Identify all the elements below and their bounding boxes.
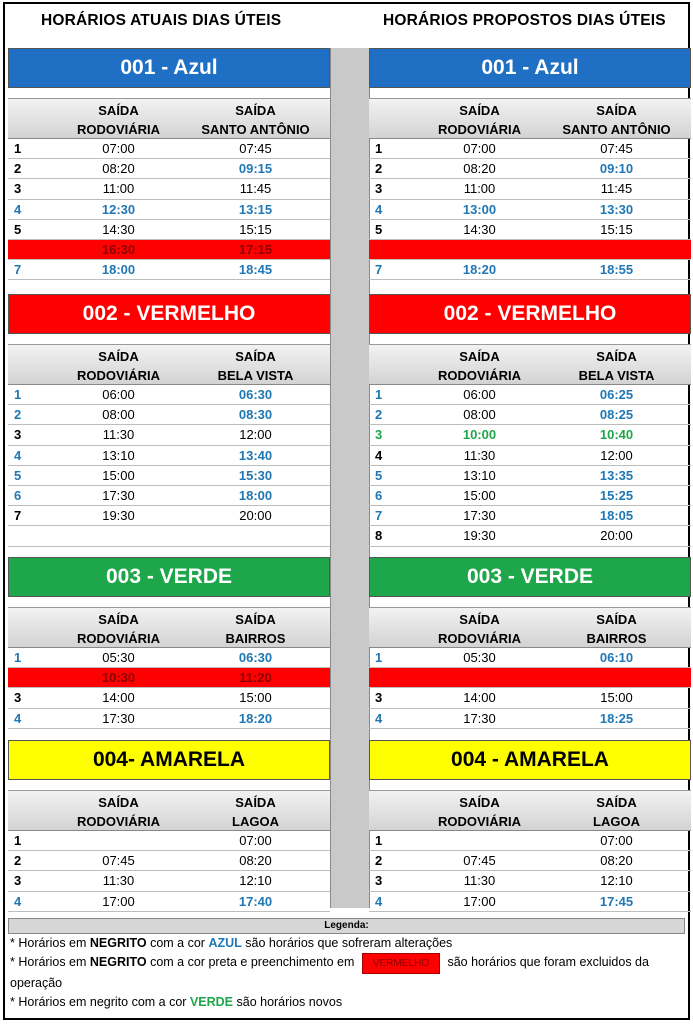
table-header [8,344,330,385]
table-row [369,240,691,260]
departure-destination: 07:45 [239,141,272,157]
trip-number: 6 [375,488,383,504]
departure-destination: 11:20 [239,670,272,686]
table-row [8,405,330,425]
departure-rodoviaria: 17:30 [102,488,135,504]
departure-rodoviaria: 07:45 [463,853,496,869]
column-header: SAÍDA LAGOA [593,795,640,829]
trip-number: 8 [375,528,383,544]
table-row [369,688,691,708]
line-banner: 001 - Azul [8,48,330,88]
table-row [8,179,330,199]
departure-destination: 06:30 [238,387,273,403]
right-azul-line-section [369,48,691,280]
trip-number: 4 [375,447,383,463]
table-header [8,98,330,139]
departure-destination: 08:20 [600,853,633,869]
departure-rodoviaria: 08:00 [463,407,496,423]
table-row [8,668,330,688]
departure-destination: 11:45 [239,181,272,197]
departure-destination: 18:20 [238,710,273,726]
column-header: SAÍDA SANTO ANTÔNIO [562,103,671,137]
line-banner: 001 - Azul [369,48,691,88]
column-header: SAÍDA RODOVIÁRIA [76,795,161,829]
trip-number: 4 [14,893,22,909]
table-row [369,526,691,546]
column-header: SAÍDA RODOVIÁRIA [76,103,161,137]
column-header: SAÍDA SANTO ANTÔNIO [201,103,310,137]
column-header: SAÍDA RODOVIÁRIA [437,612,522,646]
departure-rodoviaria: 13:10 [102,447,135,463]
departure-destination: 20:00 [600,528,633,544]
trip-number: 4 [14,201,22,217]
departure-rodoviaria: 08:00 [102,407,135,423]
trip-number: 2 [14,407,22,423]
table-row [8,260,330,280]
departure-rodoviaria: 17:30 [102,710,135,726]
departure-rodoviaria: 05:30 [102,650,135,666]
departure-destination: 07:00 [600,833,633,849]
table-row [369,831,691,851]
table-row [8,139,330,159]
trip-number: 2 [14,161,22,177]
trip-number: 3 [14,181,22,197]
departure-destination: 17:15 [238,242,273,258]
table-row [8,425,330,445]
departure-rodoviaria: 14:00 [102,690,135,706]
departure-destination: 15:25 [599,488,634,504]
column-header: SAÍDA BAIRROS [225,612,286,646]
trip-number: 3 [14,873,22,889]
departure-rodoviaria: 10:00 [462,427,497,443]
trip-number: 5 [375,221,383,237]
departure-destination: 17:45 [599,893,634,909]
departure-destination: 13:40 [238,447,273,463]
departure-destination: 13:15 [238,201,273,217]
departure-destination: 06:25 [599,387,634,403]
departure-destination: 11:45 [600,181,633,197]
departure-destination: 15:15 [239,221,272,237]
departure-rodoviaria: 10:30 [101,670,136,686]
column-header: SAÍDA LAGOA [232,795,279,829]
trip-number: 3 [375,181,383,197]
table-row [8,648,330,668]
trip-number: 4 [14,447,22,463]
departure-destination: 12:10 [239,873,272,889]
table-row [369,871,691,891]
trip-number: 5 [375,467,383,483]
departure-rodoviaria: 07:00 [463,141,496,157]
table-row [369,179,691,199]
table-header [8,790,330,831]
legend-line-red: * Horários em NEGRITO com a cor preta e preenchimento em VERMELHO são horários que foram excluidos da operação [10,955,649,990]
departure-destination: 08:25 [599,407,634,423]
trip-number: 3 [375,873,383,889]
table-row [369,851,691,871]
departure-destination: 18:05 [599,508,634,524]
left-amarela-line-section [8,740,330,912]
right-amarela-line-section [369,740,691,912]
departure-rodoviaria: 11:30 [102,873,135,889]
table-row [8,446,330,466]
trip-number: 1 [14,650,22,666]
table-row [369,486,691,506]
table-row [8,385,330,405]
trip-number: 5 [14,221,22,237]
departure-destination: 09:10 [599,161,634,177]
departure-destination: 15:00 [239,690,272,706]
departure-destination: 06:10 [599,650,634,666]
departure-destination: 10:40 [599,427,634,443]
current-schedule-title: HORÁRIOS ATUAIS DIAS ÚTEIS [41,12,282,29]
departure-destination: 15:30 [238,467,273,483]
table-row [369,139,691,159]
schedule-page [3,2,690,1020]
table-row [8,871,330,891]
departure-rodoviaria: 08:20 [463,161,496,177]
departure-rodoviaria: 12:30 [101,201,136,217]
column-header: SAÍDA RODOVIÁRIA [437,103,522,137]
column-header: SAÍDA BAIRROS [586,612,647,646]
departure-rodoviaria: 11:30 [463,447,496,463]
line-banner: 003 - VERDE [8,557,330,597]
table-row [369,200,691,220]
left-vermelho-line-section [8,294,330,547]
trip-number: 7 [14,262,22,278]
trip-number: 4 [375,710,383,726]
departure-rodoviaria: 17:00 [463,893,496,909]
departure-rodoviaria: 14:30 [102,221,135,237]
legend-line-green: * Horários em negrito com a cor VERDE são horários novos [10,995,343,1009]
trip-number: 3 [14,690,22,706]
trip-number: 3 [375,690,383,706]
trip-number: 4 [375,893,383,909]
trip-number: 1 [375,650,383,666]
departure-rodoviaria: 17:30 [463,710,496,726]
table-row [369,709,691,729]
departure-destination: 15:15 [600,221,633,237]
departure-destination: 13:30 [599,201,634,217]
departure-destination: 12:10 [600,873,633,889]
table-row [369,425,691,445]
departure-destination: 13:35 [599,467,634,483]
left-verde-line-section [8,557,330,729]
table-row [8,892,330,912]
departure-destination: 06:30 [238,650,273,666]
table-header [8,607,330,648]
trip-number: 2 [375,407,383,423]
departure-destination: 07:00 [239,833,272,849]
column-header: SAÍDA RODOVIÁRIA [437,795,522,829]
departure-destination: 07:45 [600,141,633,157]
red-swatch: VERMELHO [362,953,440,974]
table-row [8,240,330,260]
line-banner: 003 - VERDE [369,557,691,597]
departure-rodoviaria: 11:30 [463,873,496,889]
departure-rodoviaria: 05:30 [463,650,496,666]
departure-rodoviaria: 11:00 [463,181,496,197]
right-vermelho-line-section [369,294,691,547]
line-banner: 002 - VERMELHO [8,294,330,334]
departure-rodoviaria: 06:00 [463,387,496,403]
departure-rodoviaria: 19:30 [463,528,496,544]
departure-rodoviaria: 18:00 [101,262,136,278]
table-header [369,790,691,831]
departure-destination: 20:00 [239,508,272,524]
table-row [8,526,330,546]
departure-rodoviaria: 19:30 [102,508,135,524]
departure-rodoviaria: 17:30 [463,508,496,524]
table-row [8,466,330,486]
trip-number: 4 [14,710,22,726]
departure-destination: 18:25 [599,710,634,726]
trip-number: 1 [375,387,383,403]
legend-title: Legenda: [8,918,685,934]
table-row [8,200,330,220]
departure-rodoviaria: 15:00 [102,467,135,483]
table-header [369,607,691,648]
table-row [369,466,691,486]
legend [8,918,685,1012]
trip-number: 1 [375,141,383,157]
trip-number: 1 [14,141,22,157]
table-row [369,648,691,668]
table-row [369,668,691,688]
table-row [369,405,691,425]
departure-rodoviaria: 13:10 [463,467,496,483]
table-row [369,220,691,240]
departure-destination: 08:30 [238,407,273,423]
table-row [8,831,330,851]
departure-destination: 08:20 [239,853,272,869]
legend-line-blue: * Horários em NEGRITO com a cor AZUL são horários que sofreram alterações [10,936,453,950]
table-row [8,486,330,506]
table-row [8,851,330,871]
trip-number: 6 [14,488,22,504]
column-header: SAÍDA RODOVIÁRIA [76,612,161,646]
table-header [369,98,691,139]
trip-number: 2 [14,853,22,869]
column-header: SAÍDA BELA VISTA [217,349,294,383]
departure-destination: 15:00 [600,690,633,706]
table-row [369,506,691,526]
trip-number: 7 [375,262,383,278]
departure-destination: 17:40 [238,893,273,909]
trip-number: 3 [375,427,383,443]
column-divider [330,48,370,908]
departure-rodoviaria: 14:00 [463,690,496,706]
departure-rodoviaria: 14:30 [463,221,496,237]
departure-rodoviaria: 17:00 [102,893,135,909]
trip-number: 7 [14,508,22,524]
trip-number: 7 [375,508,383,524]
table-row [369,159,691,179]
departure-rodoviaria: 16:30 [101,242,136,258]
departure-destination: 09:15 [238,161,273,177]
table-row [369,446,691,466]
trip-number: 3 [14,427,22,443]
table-row [8,709,330,729]
trip-number: 1 [14,833,22,849]
table-row [369,385,691,405]
table-header [369,344,691,385]
table-row [8,220,330,240]
departure-rodoviaria: 06:00 [102,387,135,403]
trip-number: 4 [375,201,383,217]
table-row [369,260,691,280]
departure-rodoviaria: 07:45 [102,853,135,869]
trip-number: 1 [375,833,383,849]
left-azul-line-section [8,48,330,280]
line-banner: 004- AMARELA [8,740,330,780]
departure-destination: 18:55 [599,262,634,278]
column-header: SAÍDA RODOVIÁRIA [76,349,161,383]
departure-destination: 12:00 [239,427,272,443]
line-banner: 004 - AMARELA [369,740,691,780]
table-row [8,506,330,526]
departure-rodoviaria: 08:20 [102,161,135,177]
departure-rodoviaria: 18:20 [462,262,497,278]
trip-number: 2 [375,853,383,869]
departure-destination: 18:45 [238,262,273,278]
departure-rodoviaria: 07:00 [102,141,135,157]
departure-destination: 18:00 [238,488,273,504]
column-header: SAÍDA BELA VISTA [578,349,655,383]
departure-rodoviaria: 11:00 [102,181,135,197]
proposed-schedule-title: HORÁRIOS PROPOSTOS DIAS ÚTEIS [383,12,666,29]
line-banner: 002 - VERMELHO [369,294,691,334]
table-row [369,892,691,912]
departure-rodoviaria: 15:00 [463,488,496,504]
trip-number: 1 [14,387,22,403]
departure-rodoviaria: 13:00 [462,201,497,217]
right-verde-line-section [369,557,691,729]
table-row [8,159,330,179]
trip-number: 5 [14,467,22,483]
departure-rodoviaria: 11:30 [102,427,135,443]
trip-number: 2 [375,161,383,177]
departure-destination: 12:00 [600,447,633,463]
table-row [8,688,330,708]
column-header: SAÍDA RODOVIÁRIA [437,349,522,383]
